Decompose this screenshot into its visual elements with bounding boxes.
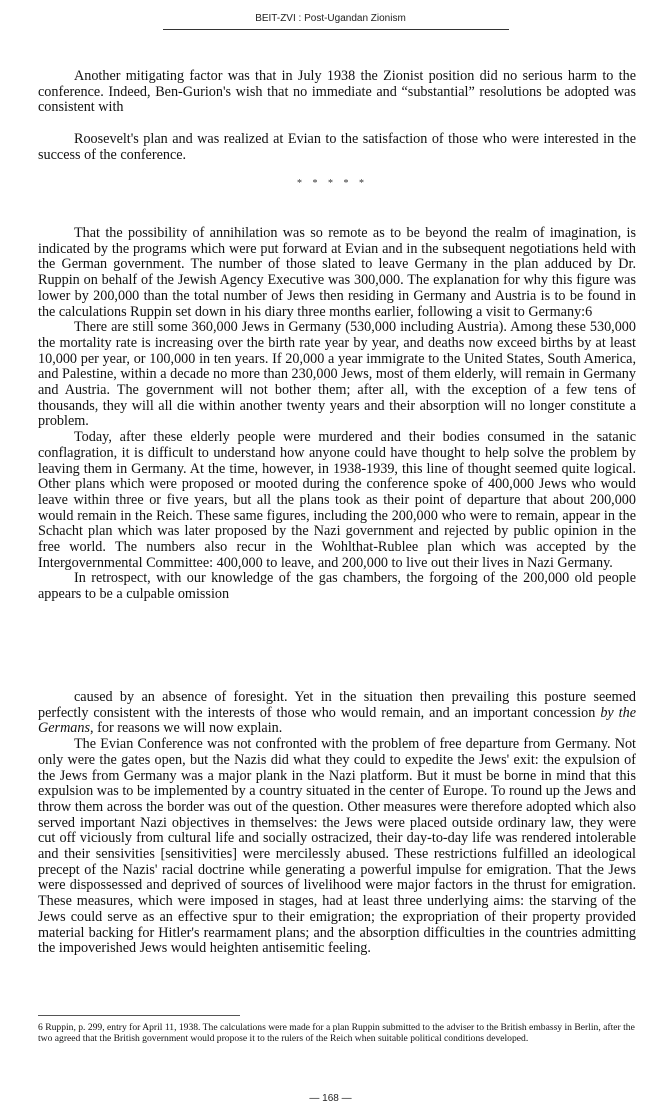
footnote-6: 6 Ruppin, p. 299, entry for April 11, 1938. The calculations were made for a plan Ruppin submitted to the adviser to the British embassy in Berlin, after the two agreed that the British government would propose it to the rulers of the Reich when suitable political conditions developed. [38,1022,635,1044]
italic-emphasis: by the Germans [38,704,636,737]
paragraph-evian-conference: The Evian Conference was not confronted with the problem of free departure from Germany. Not only were the gates open, but the Nazis did what they could to expedite the Jews' exit: the expulsion of the Jews from Germany was a major plank in the Nazi platform. But it must be borne in mind that this expulsion was to be implemented by a country situated in the center of Europe. To round up the Jews and throw them across the border was out of the question. Other measures were therefore adopted which also served important Nazi objectives in themselves: the Jews were placed outside ordinary law, they were cut off viciously from cultural life and socially ostracized, their day-to-day life was rendered intolerable and their sensivities [sensitivities] were mercilessly abused. These restrictions fulfilled an ideological precept of the Nazis' racial doctrine while generating a powerful impulse for emigration. That the Jews were dispossessed and deprived of sources of livelihood were major factors in the thrust for emigration. These measures, which were imposed in stages, had at least three underlying aims: the starving of the Jews could serve as an effective spur to their emigration; the expropriation of their property provided material backing for Hitler's rearmament plans; and the absorption difficulties in the countries admitting the impoverished Jews would heighten antisemitic feeling. [38,736,636,957]
paragraph-foresight: caused by an absence of foresight. Yet in the situation then prevailing this posture seemed perfectly consistent with the interests of those who would remain, and an important concession by the Germans, for reasons we will now explain. [38,689,636,737]
section-1 [38,69,636,116]
footnote-rule [38,1015,240,1016]
paragraph-today: Today, after these elderly people were murdered and their bodies consumed in the satanic conflagration, it is difficult to understand how anyone could have thought to help solve the problem by leaving them in Germany. At the time, however, in 1938-1939, this line of thought seemed quite logical. Other plans which were proposed or mooted during the conference spoke of 400,000 Jews who would leave within three or five years, but all the plans took as their point of departure that about 200,000 would remain in the Reich. These same figures, including the 200,000 who were to remain, appear in the Schacht plan which was later proposed by the Nazi government and rejected by public opinion in the free world. The numbers also recur in the Wohlthat-Rublee plan which was accepted by the Intergovernmental Committee: 400,000 to leave, and 200,000 to live out their lives in Nazi Germany. [38,429,636,571]
header-rule [163,29,509,30]
paragraph-annihilation: That the possibility of annihilation was so remote as to be beyond the realm of imagination, is indicated by the programs which were put forward at Evian and in the subsequent negotiations held with the German government. The number of those slated to leave Germany in the plan adduced by Dr. Ruppin on behalf of the Jewish Agency Executive was 300,000. The explanation for why this figure was lower by 200,000 than the total number of Jews then residing in Germany and Austria is to be found in the calculations Ruppin set down in his diary three months earlier, following a visit to Germany:6 [38,225,636,320]
section-2 [38,226,636,603]
section-3 [38,690,636,957]
paragraph-mitigating-factor: Another mitigating factor was that in July 1938 the Zionist position did no serious harm to the conference. Indeed, Ben-Gurion's wish that no immediate and “substantial” resolutions be adopted was consistent with [38,68,636,116]
paragraph-retrospect: In retrospect, with our knowledge of the gas chambers, the forgoing of the 200,000 old people appears to be a culpable omission [38,570,636,603]
running-head: BEIT-ZVI : Post-Ugandan Zionism [255,13,406,24]
page-number: — 168 — [309,1093,352,1104]
paragraph-ruppin-quote: There are still some 360,000 Jews in Germany (530,000 including Austria). Among these 530,000 the mortality rate is increasing over the birth rate year by year, and deaths now exceed births by at least 10,000 per year, or 100,000 in ten years. If 20,000 a year immigrate to the United States, South America, and Palestine, within a decade no more than 230,000 Jews, most of them elderly, will remain in Germany and Austria. The government will not bother them; after all, with the exception of a few tens of thousands, they will all die within another twenty years and their absorption will no longer constitute a problem. [38,319,636,430]
section-1b [38,132,636,163]
paragraph-roosevelt-plan: Roosevelt's plan and was realized at Evian to the satisfaction of those who were interested in the success of the conference. [38,131,636,163]
section-separator: * * * * * [297,178,364,189]
